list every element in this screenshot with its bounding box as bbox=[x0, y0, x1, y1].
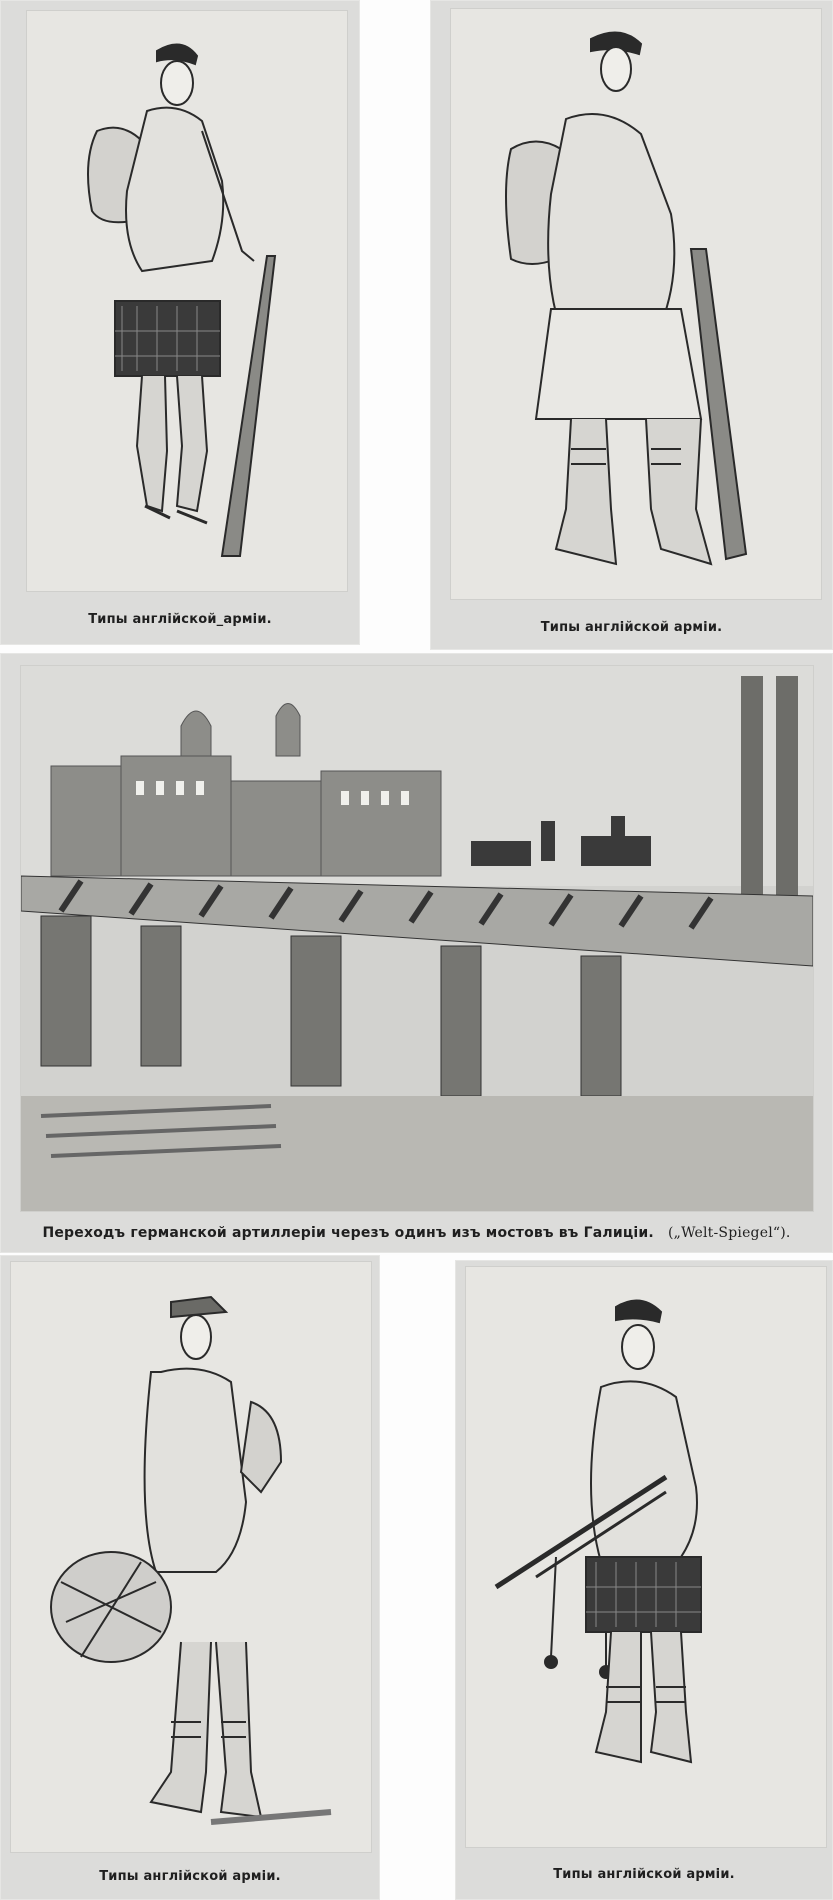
caption-bridge bbox=[0, 1225, 833, 1241]
caption-bottom-right: Типы англійской арміи. bbox=[553, 1867, 735, 1882]
illustration-drummer bbox=[10, 1261, 372, 1853]
panel-bottom-right bbox=[455, 1260, 833, 1900]
caption-top-left: Типы англійской_арміи. bbox=[88, 612, 272, 627]
soldier-sketch-2 bbox=[451, 9, 821, 599]
caption-top-right: Типы англійской арміи. bbox=[540, 620, 723, 635]
caption-bridge-source: („Welt-Spiegel“). bbox=[667, 1225, 791, 1241]
panel-top-right bbox=[430, 0, 833, 650]
bridge-photo-drawing bbox=[21, 666, 813, 1211]
panel-middle-bridge bbox=[0, 653, 833, 1253]
illustration-highlander-rifle-grounded bbox=[450, 8, 822, 600]
illustration-highlander-with-rifle bbox=[26, 10, 348, 592]
piper-sketch bbox=[466, 1267, 826, 1847]
drummer-sketch bbox=[11, 1262, 371, 1852]
soldier-sketch-1 bbox=[27, 11, 347, 591]
panel-top-left bbox=[0, 0, 360, 645]
caption-bottom-left: Типы англійской арміи. bbox=[99, 1869, 281, 1884]
caption-bridge-title: Переходъ германской артиллеріи черезъ одинъ изъ мостовъ въ Галиціи. bbox=[42, 1225, 654, 1241]
panel-bottom-left bbox=[0, 1255, 380, 1900]
illustration-piper bbox=[465, 1266, 827, 1848]
photo-artillery-bridge-galicia bbox=[20, 665, 814, 1212]
